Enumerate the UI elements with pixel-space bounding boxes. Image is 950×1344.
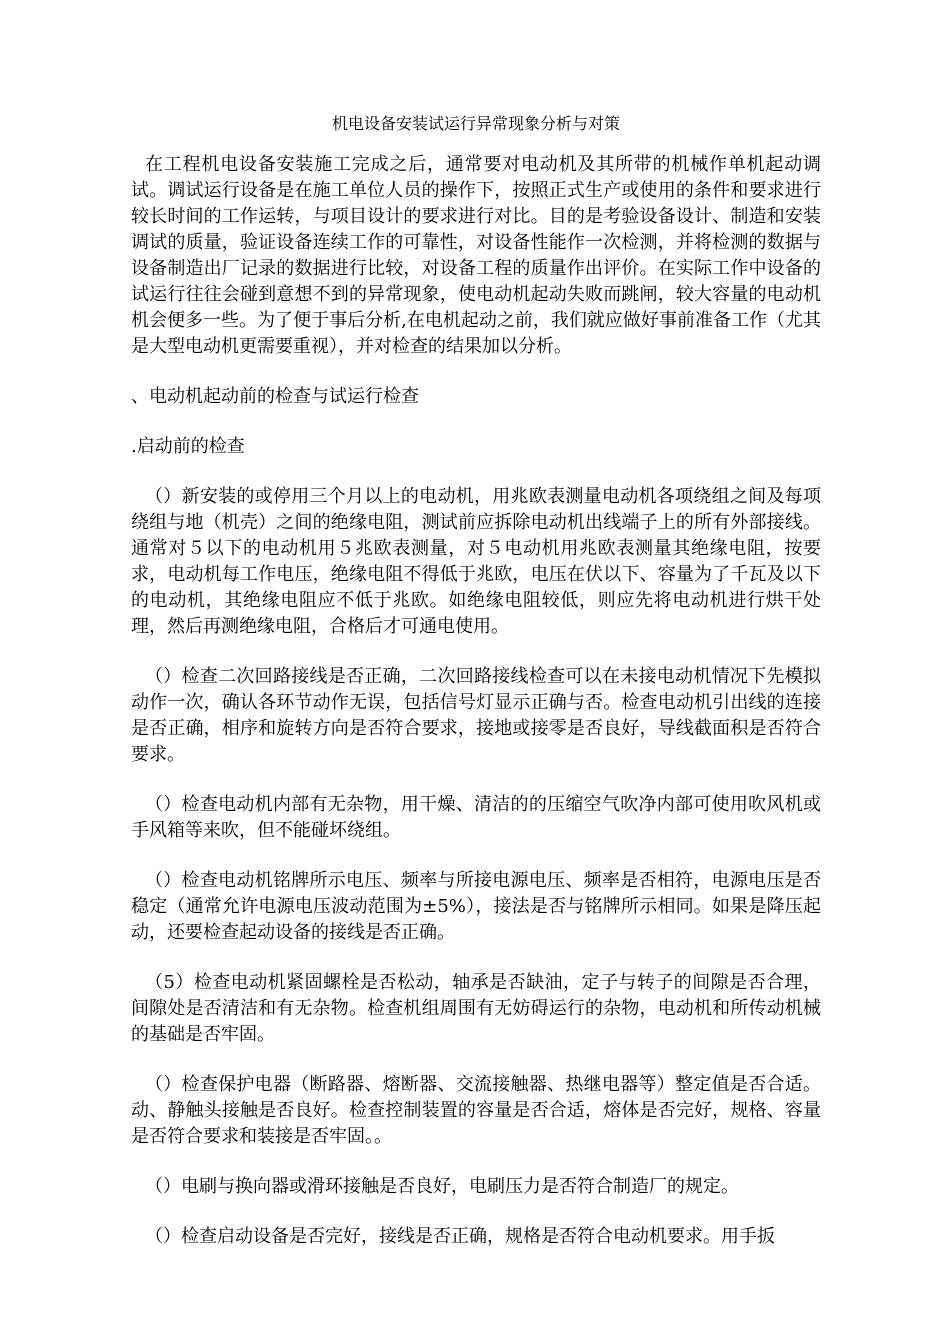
check-item-3: （）检查电动机内部有无杂物，用干燥、清洁的的压缩空气吹净内部可使用吹风机或手风箱等来吹，但不能碰坏绕组。 (131, 794, 821, 841)
check-item-1: （）新安装的或停用三个月以上的电动机，用兆欧表测量电动机各项绕组之间及每项绕组与地（机壳）之间的绝缘电阻，测试前应拆除电动机出线端子上的所有外部接线。通常对５以下的电动机用５兆欧表测量，对５电动机用兆欧表测量其绝缘电阻，按要求，电动机每工作电压，绝缘电阻不得低于兆欧，电压在伏以下、容量为了千瓦及以下的电动机，其绝缘电阻应不低于兆欧。如绝缘电阻较低，则应先将电动机进行烘干处理，然后再测绝缘电阻，合格后才可通电使用。 (131, 486, 821, 637)
check-item-2: （）检查二次回路接线是否正确，二次回路接线检查可以在未接电动机情况下先模拟动作一次，确认各环节动作无误，包括信号灯显示正确与否。检查电动机引出线的连接是否正确，相序和旋转方向是否符合要求，接地或接零是否良好，导线截面积是否符合要求。 (131, 666, 821, 765)
check-item-7: （）电刷与换向器或滑环接触是否良好，电刷压力是否符合制造厂的规定。 (145, 1176, 739, 1197)
check-item-5: （5）检查电动机紧固螺栓是否松动，轴承是否缺油，定子与转子的间隙是否合理，间隙处是否清洁和有无杂物。检查机组周围有无妨碍运行的杂物，电动机和所传动机械的基础是否牢固。 (131, 972, 821, 1045)
document-body (131, 112, 821, 1274)
check-item-4: （）检查电动机铭牌所示电压、频率与所接电源电压、频率是否相符，电源电压是否稳定（通常允许电源电压波动范围为±5%），接法是否与铭牌所示相同。如果是降压起动，还要检查起动设备的接线是否正确。 (131, 870, 821, 943)
check-item-8: （）检查启动设备是否完好，接线是否正确，规格是否符合电动机要求。用手扳 (145, 1226, 775, 1247)
check-item-6: （）检查保护电器（断路器、熔断器、交流接触器、热继电器等）整定值是否合适。动、静触头接触是否良好。检查控制装置的容量是否合适，熔体是否完好，规格、容量是否符合要求和装接是否牢固。。 (131, 1074, 821, 1147)
document-title: 机电设备安装试运行异常现象分析与对策 (331, 114, 620, 133)
subsection-heading: .启动前的检查 (131, 436, 245, 457)
intro-paragraph: 在工程机电设备安装施工完成之后，通常要对电动机及其所带的机械作单机起动调试。调试运行设备是在施工单位人员的操作下，按照正式生产或使用的条件和要求进行较长时间的工作运转，与项目设计的要求进行对比。目的是考验设备设计、制造和安装调试的质量，验证设备连续工作的可靠性，对设备性能作一次检测，并将检测的数据与设备制造出厂记录的数据进行比较，对设备工程的质量作出评价。在实际工作中设备的试运行往往会碰到意想不到的异常现象，使电动机起动失败而跳闸，较大容量的电动机机会便多一些。为了便于事后分析,在电机起动之前，我们就应做好事前准备工作（尤其是大型电动机更需要重视），并对检查的结果加以分析。 (131, 154, 821, 357)
section-heading: 、电动机起动前的检查与试运行检查 (131, 386, 419, 407)
